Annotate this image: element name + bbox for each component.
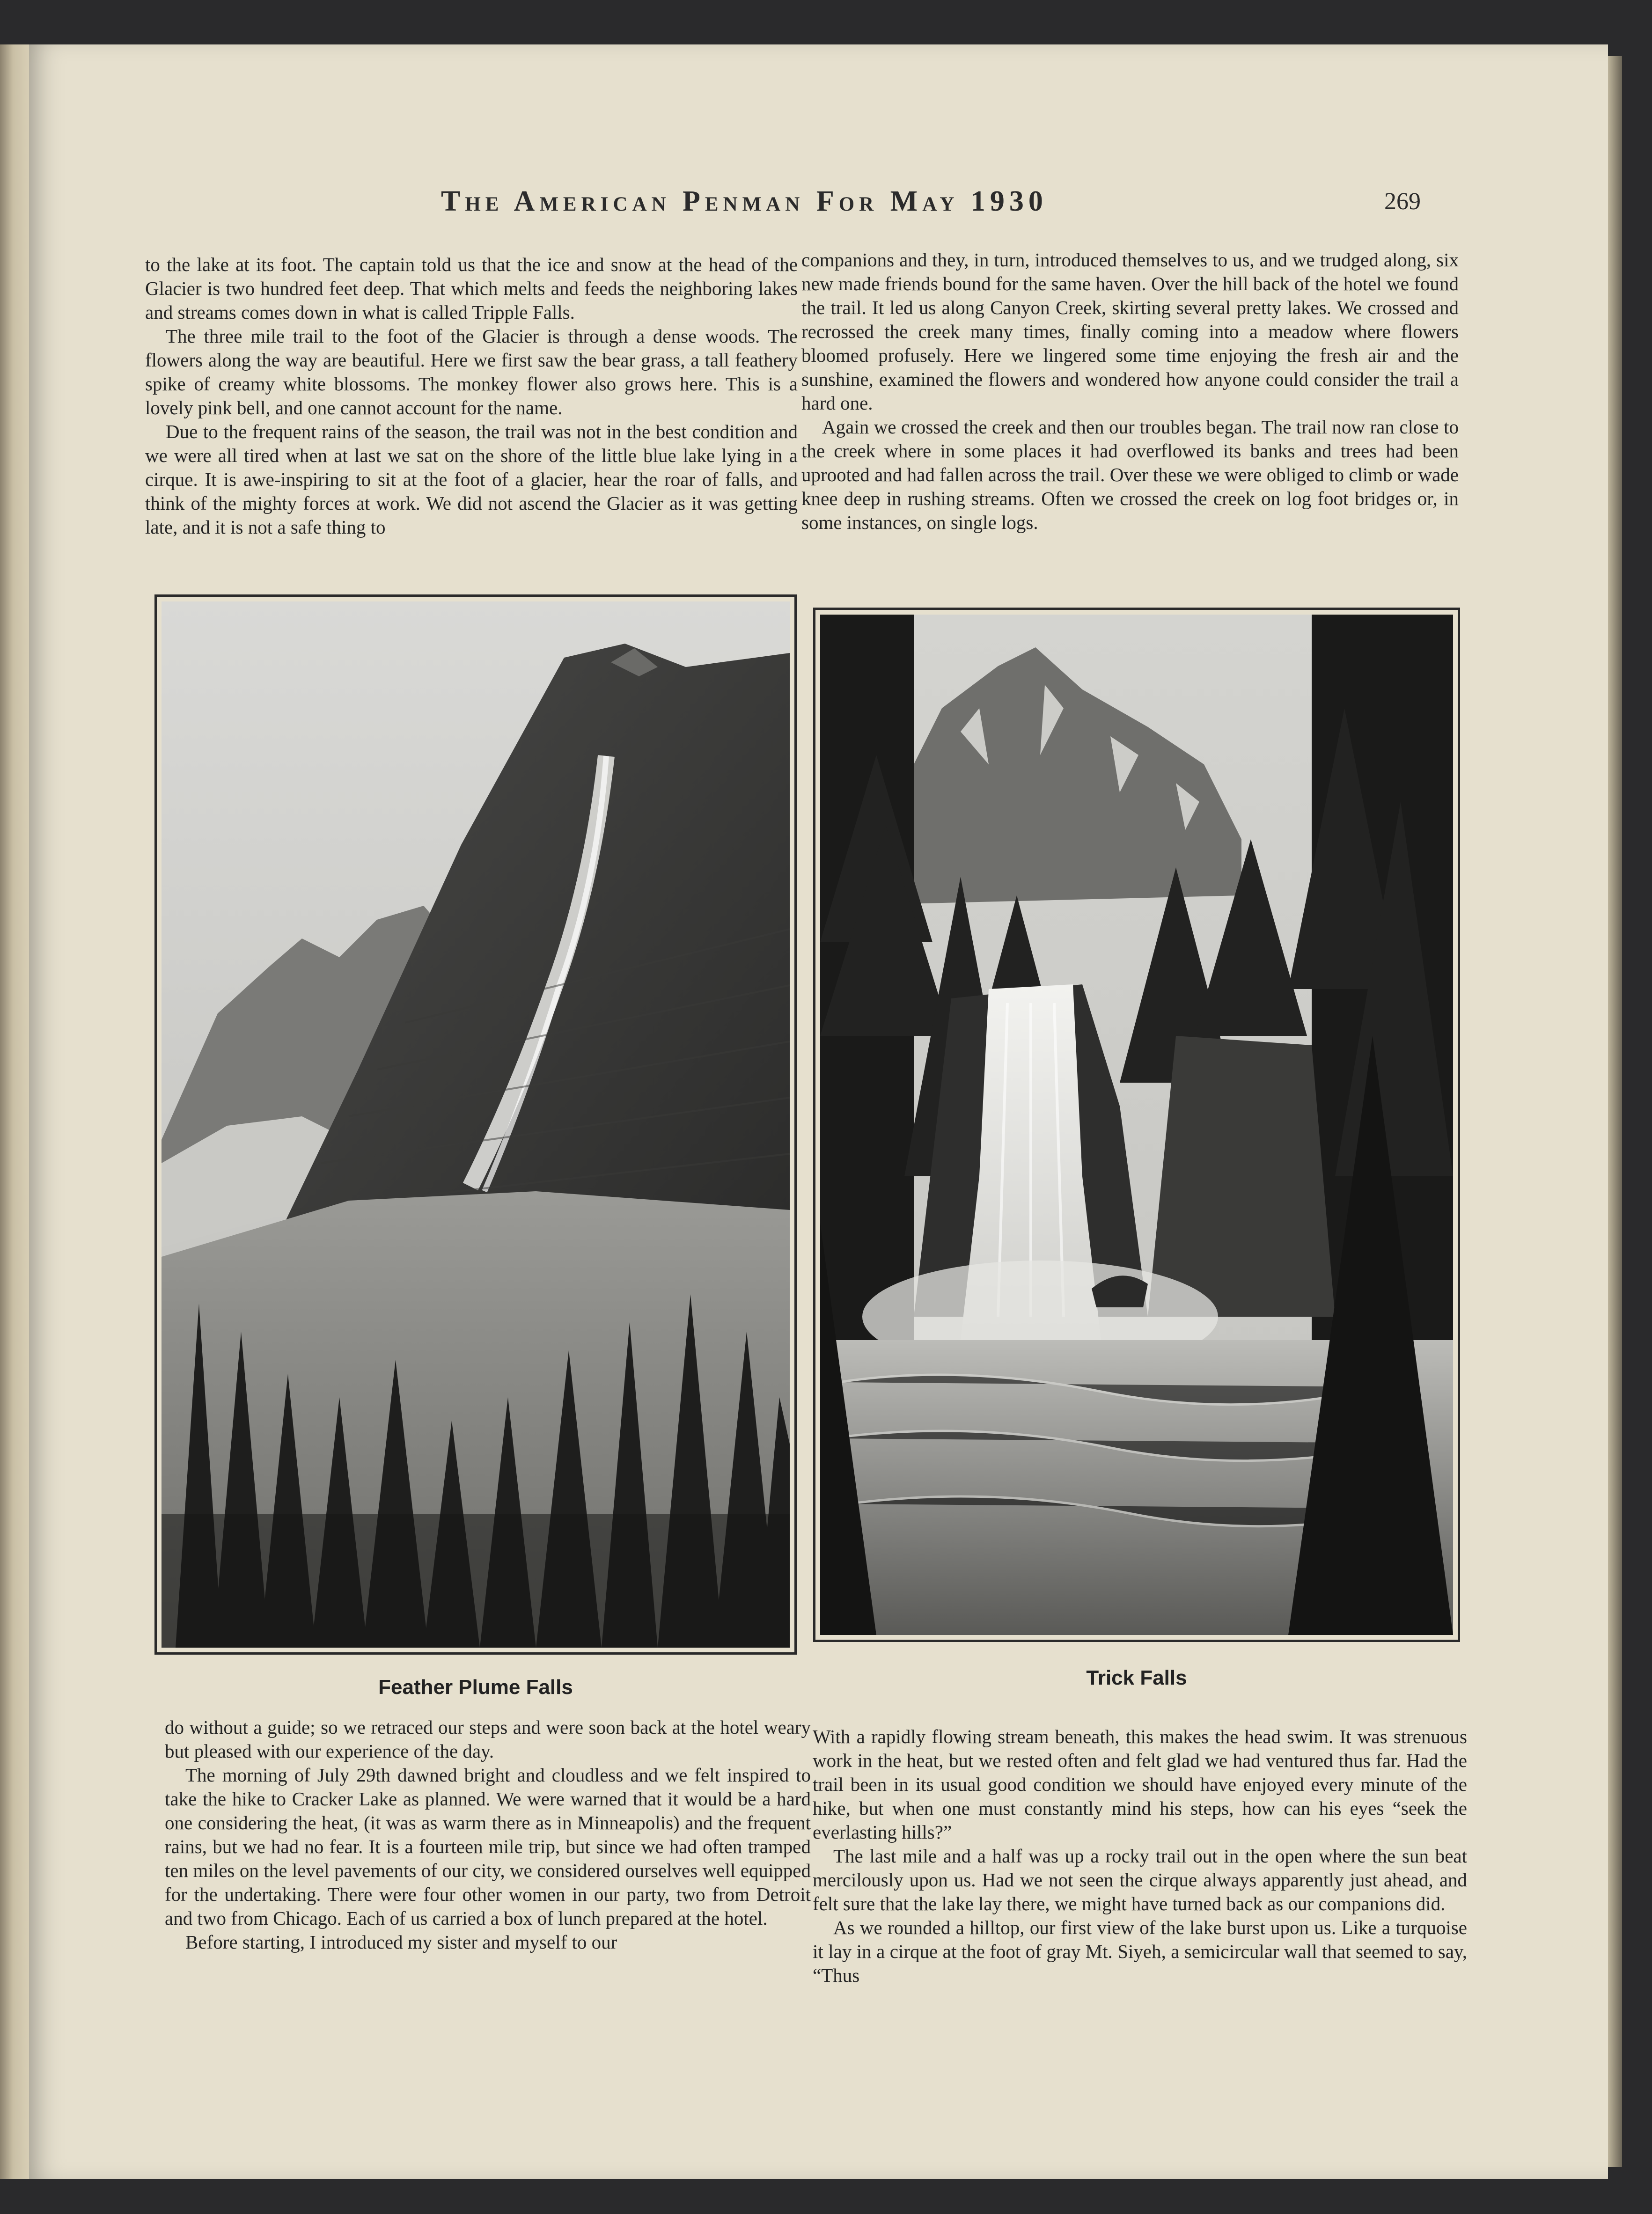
mountain-waterfall-photo (162, 601, 790, 1648)
photo-trick-falls (813, 608, 1460, 1642)
photo-feather-plume-falls (154, 594, 797, 1655)
magazine-page (29, 44, 1608, 2179)
paragraph: companions and they, in turn, introduced themselves to us, and we trudged along, six new made friends bound for the same haven. Over the hill back of the hotel we found the trail. It led us along Canyon Creek, skirting several pretty lakes. We crossed and recrossed the creek many times, finally coming into a meadow where flowers bloomed profusely. Here we lingered some time enjoying the fresh air and the sunshine, examined the flowers and wondered how anyone could consider the trail a hard one. (801, 249, 1459, 414)
page-header (29, 185, 1608, 236)
paragraph: As we rounded a hilltop, our first view of the lake burst upon us. Like a turquoise it lay in a cirque at the foot of gray Mt. Siyeh, a semicircular wall that seemed to say, “Thus (813, 1917, 1467, 1986)
paragraph: The three mile trail to the foot of the Glacier is through a dense woods. The flowers along the way are beautiful. Here we first saw the bear grass, a tall feathery spike of creamy white blossoms. The monkey flower also grows here. This is a lovely pink bell, and one cannot account for the name. (145, 325, 798, 418)
forest-waterfall-photo (820, 615, 1453, 1635)
text-column-top-right (801, 248, 1459, 535)
photo-caption: Trick Falls (1086, 1666, 1187, 1689)
photo-caption: Feather Plume Falls (378, 1676, 573, 1699)
text-column-bottom-left (165, 1715, 811, 1954)
paragraph: The morning of July 29th dawned bright and cloudless and we felt inspired to take the hike to Cracker Lake as planned. We were warned that it would be a hard one considering the heat, (it was as warm there as in Minneapolis) and the frequent rains, but we had no fear. It is a fourteen mile trip, but since we had often tramped ten miles on the level pavements of our city, we considered ourselves well equipped for the undertaking. There were four other women in our party, two from Detroit and two from Chicago. Each of us carried a box of lunch prepared at the hotel. (165, 1764, 811, 1929)
book-spine (0, 44, 29, 2179)
paragraph: The last mile and a half was up a rocky trail out in the open where the sun beat mercilously upon us. Had we not seen the cirque always apparently just ahead, and felt sure that the lake lay there, we might have turned back as our companions did. (813, 1845, 1467, 1914)
paragraph: Again we crossed the creek and then our troubles began. The trail now ran close to the creek where in some places it had overflowed its banks and trees had been uprooted and had fallen across the trail. Over these we were obliged to climb or wade knee deep in rushing streams. Often we crossed the creek on log foot bridges or, in some instances, on single logs. (801, 416, 1459, 533)
paragraph: do without a guide; so we retraced our steps and were soon back at the hotel weary but pleased with our experience of the day. (165, 1716, 811, 1762)
paragraph: to the lake at its foot. The captain told us that the ice and snow at the head of the Glacier is two hundred feet deep. That which melts and feeds the neighboring lakes and streams comes down in what is called Tripple Falls. (145, 254, 798, 323)
paragraph: Due to the frequent rains of the season, the trail was not in the best condition and we were all tired when at last we sat on the shore of the little blue lake lying in a cirque. It is awe-inspiring to sit at the foot of a glacier, hear the roar of falls, and think of the mighty forces at work. We did not ascend the Glacier as it was getting late, and it is not a safe thing to (145, 421, 798, 538)
text-column-top-left (145, 253, 798, 539)
text-column-bottom-right (813, 1725, 1467, 1987)
page-number: 269 (1384, 188, 1421, 215)
running-title: The American Penman For May 1930 (441, 185, 1048, 217)
paragraph: With a rapidly flowing stream beneath, this makes the head swim. It was strenuous work in the heat, but we rested often and felt glad we had ventured thus far. Had the trail been in its usual good condition we should have enjoyed every minute of the hike, but when one must constantly mind his steps, how can his eyes “seek the everlasting hills?” (813, 1726, 1467, 1843)
page-edge (1608, 56, 1622, 2167)
paragraph: Before starting, I introduced my sister and myself to our (185, 1931, 617, 1953)
